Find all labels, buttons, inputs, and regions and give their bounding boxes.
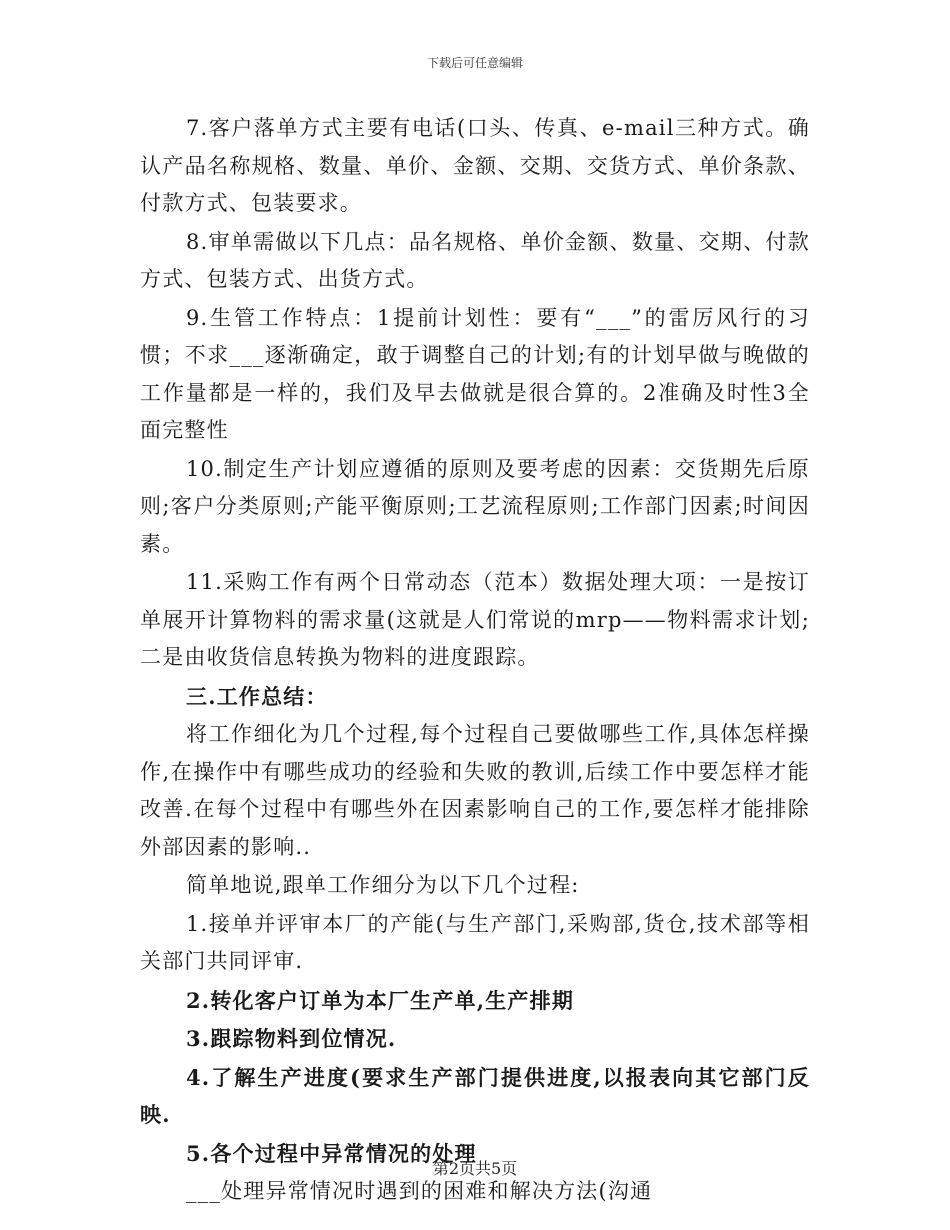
- closing-paragraph: ___处理异常情况时遇到的困难和解决方法(沟通: [186, 1179, 653, 1203]
- document-body: [140, 110, 810, 1212]
- process-step-3: 3.跟踪物料到位情况.: [186, 1026, 397, 1051]
- section-heading: 三.工作总结：: [186, 683, 328, 709]
- page-footer: 第2页共5页: [432, 1159, 518, 1178]
- page-header: 下载后可任意编辑: [426, 56, 523, 70]
- process-step-1: 1.接单并评审本厂的产能(与生产部门,采购部,货仓,技术部等相关部门共同评审.: [140, 911, 810, 973]
- process-step-2: 2.转化客户订单为本厂生产单,生产排期: [186, 987, 575, 1013]
- paragraph-item-8: 8.审单需做以下几点：品名规格、单价金额、数量、交期、付款方式、包装方式、出货方式。: [140, 229, 810, 291]
- summary-paragraph: 将工作细化为几个过程,每个过程自己要做哪些工作,具体怎样操作,在操作中有哪些成功的经验和失败的教训,后续工作中要怎样才能改善.在每个过程中有哪些外在因素影响自己的工作,要怎样才能排除外部因素的影响..: [140, 722, 810, 859]
- paragraph-item-11: 11.采购工作有两个日常动态（范本）数据处理大项：一是按订单展开计算物料的需求量(这就是人们常说的mrp——物料需求计划;二是由收货信息转换为物料的进度跟踪。: [140, 570, 810, 669]
- paragraph-item-10: 10.制定生产计划应遵循的原则及要考虑的因素：交货期先后原则;客户分类原则;产能平衡原则;工艺流程原则;工作部门因素;时间因素。: [140, 456, 810, 556]
- process-step-4: 4.了解生产进度(要求生产部门提供进度,以报表向其它部门反映.: [140, 1064, 810, 1127]
- paragraph-item-7: 7.客户落单方式主要有电话(口头、传真、e-mail三种方式。确认产品名称规格、数量、单价、金额、交期、交货方式、单价条款、付款方式、包装要求。: [140, 116, 810, 215]
- process-intro: 简单地说,跟单工作细分为以下几个过程:: [186, 873, 580, 897]
- paragraph-item-9: 9.生管工作特点：1提前计划性：要有“___”的雷厉风行的习惯；不求___逐渐确定，敢于调整自己的计划;有的计划早做与晚做的工作量都是一样的，我们及早去做就是很合算的。2准确及时性3全面完整性: [140, 305, 810, 442]
- process-step-5: 5.各个过程中异常情况的处理: [186, 1140, 477, 1166]
